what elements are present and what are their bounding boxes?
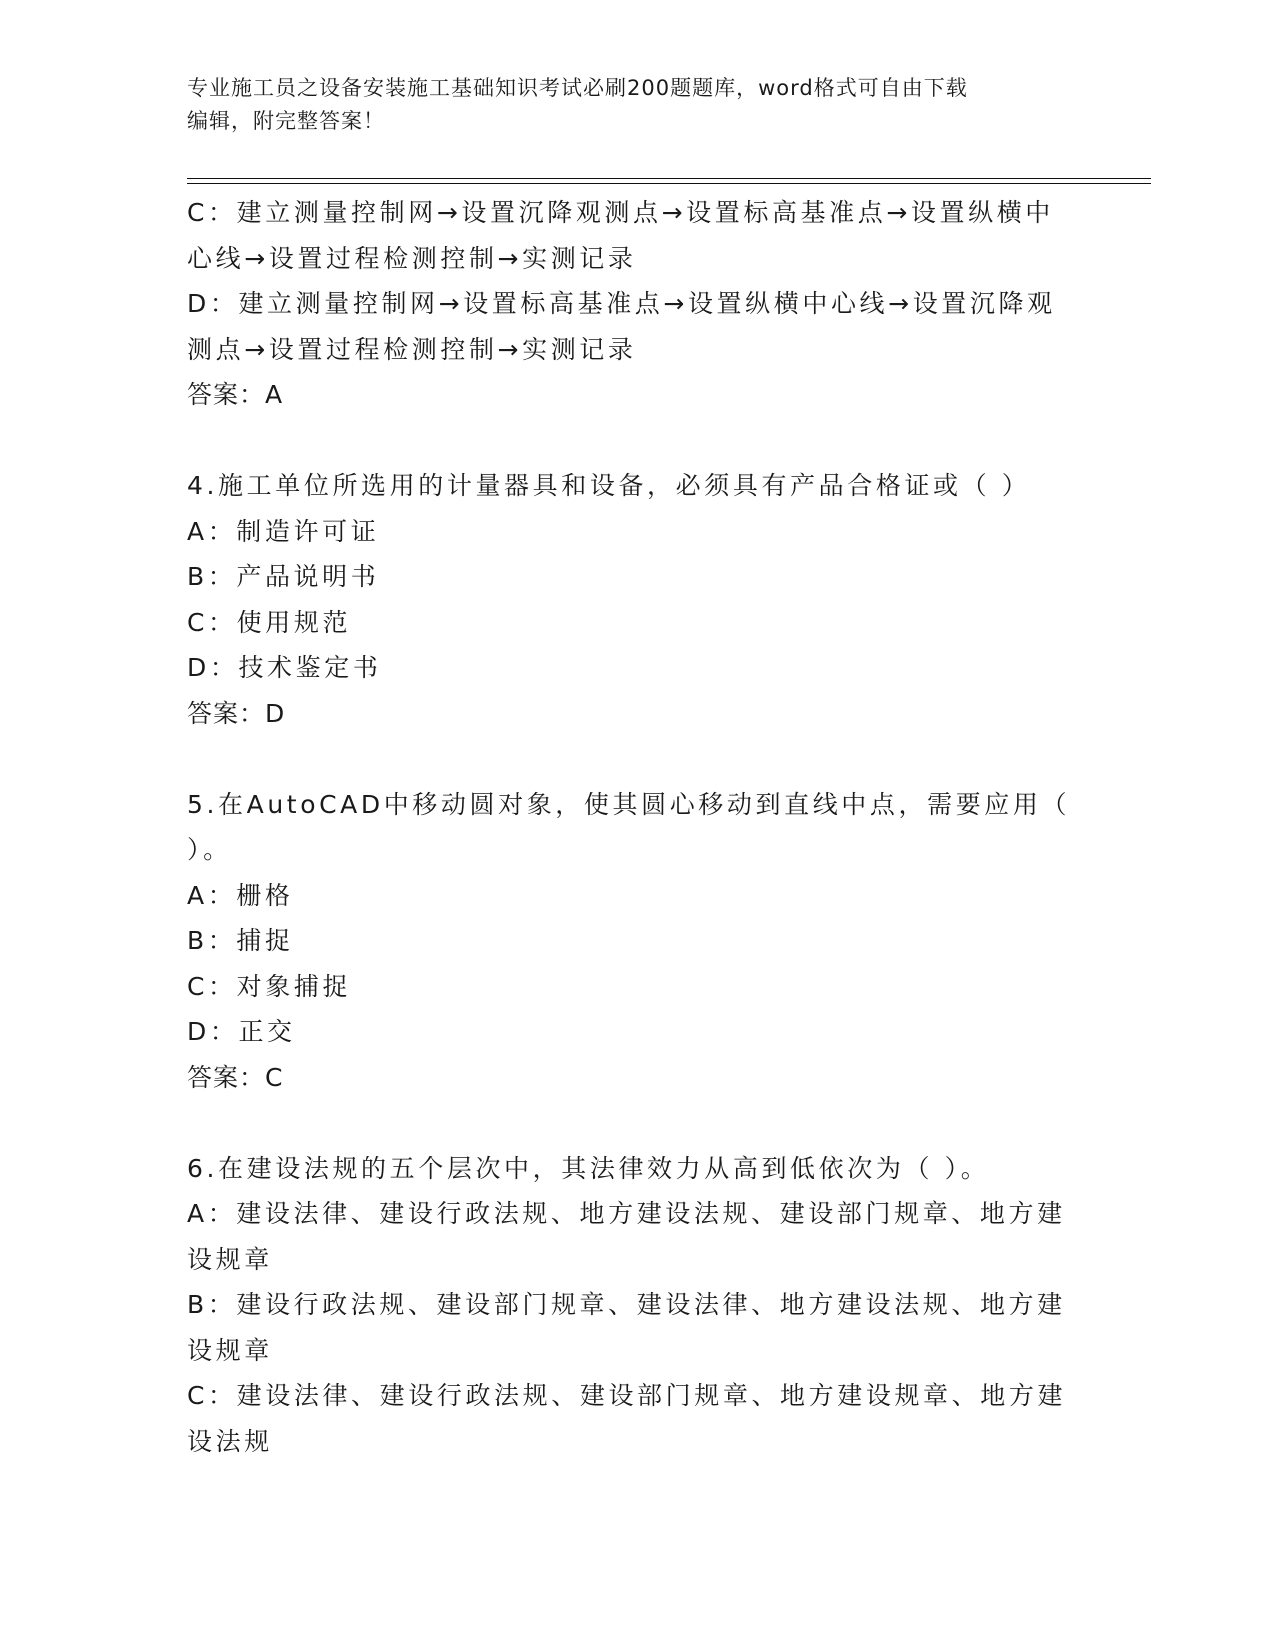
option-c: C：建设法律、建设行政法规、建设部门规章、地方建设规章、地方建 [187, 1381, 1067, 1410]
option-b: B：捕捉 [187, 926, 294, 955]
answer-line: 答案：D [187, 698, 286, 728]
question-block-4 [187, 463, 1097, 736]
option-a-continued: 设规章 [187, 1244, 273, 1274]
answer-line: 答案：C [187, 1062, 284, 1092]
option-d: D：正交 [187, 1017, 296, 1046]
question-block-3 [187, 190, 1097, 418]
header-divider-bottom [187, 183, 1151, 184]
option-a: A：制造许可证 [187, 516, 380, 546]
option-a: A：栅格 [187, 880, 294, 910]
option-c: C：使用规范 [187, 607, 352, 637]
question-block-5 [187, 782, 1097, 1101]
question-stem: 6.在建设法规的五个层次中，其法律效力从高到低依次为（ ）。 [187, 1153, 990, 1183]
answer-line: 答案：A [187, 380, 284, 409]
option-c: C：对象捕捉 [187, 971, 352, 1001]
option-c-continued: 设法规 [187, 1426, 273, 1456]
header-divider-top [187, 178, 1151, 179]
spacer [187, 418, 1097, 464]
option-d: D：技术鉴定书 [187, 653, 382, 682]
option-line: C：建立测量控制网→设置沉降观测点→设置标高基准点→设置纵横中 [187, 198, 1054, 227]
option-a: A：建设法律、建设行政法规、地方建设法规、建设部门规章、地方建 [187, 1199, 1066, 1228]
header-title-line-2: 编辑，附完整答案！ [187, 109, 385, 133]
question-list [187, 190, 1097, 1464]
option-b: B：产品说明书 [187, 562, 380, 591]
document-header [187, 72, 1087, 138]
question-block-6 [187, 1146, 1097, 1465]
option-line: D：建立测量控制网→设置标高基准点→设置纵横中心线→设置沉降观 [187, 289, 1056, 318]
header-title-line-1: 专业施工员之设备安装施工基础知识考试必刷200题题库，word格式可自由下载 [187, 76, 968, 100]
option-b-continued: 设规章 [187, 1335, 273, 1365]
option-line: 心线→设置过程检测控制→实测记录 [187, 243, 637, 273]
spacer [187, 736, 1097, 782]
option-line: 测点→设置过程检测控制→实测记录 [187, 334, 637, 364]
question-stem: 4.施工单位所选用的计量器具和设备，必须具有产品合格证或（ ） [187, 471, 1031, 500]
option-b: B：建设行政法规、建设部门规章、建设法律、地方建设法规、地方建 [187, 1290, 1066, 1319]
spacer [187, 1100, 1097, 1146]
question-stem-continued: ）。 [187, 835, 232, 864]
question-stem: 5.在AutoCAD中移动圆对象，使其圆心移动到直线中点，需要应用（ [187, 789, 1071, 819]
